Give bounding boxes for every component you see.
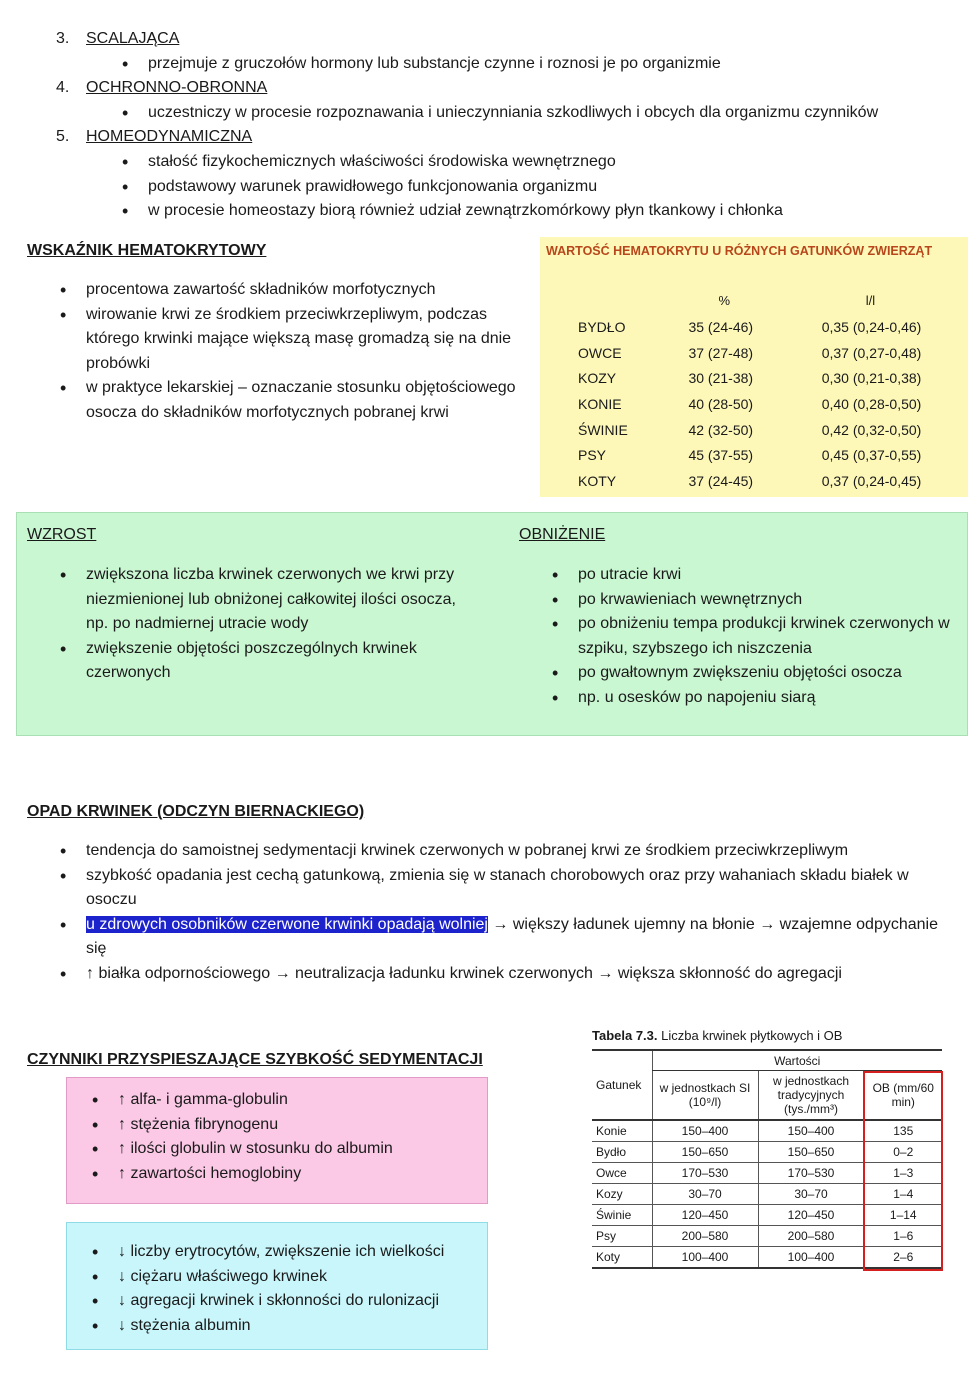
list-item: • tendencja do samoistnej sedymentacji krwinek czerwonych w pobranej krwi ze środkiem przeciwkrzepliwym	[56, 839, 961, 864]
item-title: SCALAJĄCA	[86, 30, 180, 47]
decrease-bullets	[548, 563, 958, 711]
table-row: PSY 45 (37-55) 0,45 (0,37-0,55)	[578, 447, 922, 464]
decelerating-list	[88, 1240, 478, 1338]
list-item: • ↓ ciężaru właściwego krwinek	[88, 1265, 478, 1290]
list-item: • zwiększenie objętości poszczególnych krwinek czerwonych	[56, 637, 476, 686]
list-item: • uczestniczy w procesie rozpoznawania i unieczynniania szkodliwych i obcych dla organizmu czynników	[118, 101, 956, 126]
hematocrit-heading: WSKAŹNIK HEMATOKRYTOWY	[27, 242, 267, 259]
list-item: • ↓ liczby erytrocytów, zwiększenie ich wielkości	[88, 1240, 478, 1265]
hematocrit-bullets	[56, 278, 521, 426]
factors-heading: CZYNNIKI PRZYSPIESZAJĄCE SZYBKOŚĆ SEDYMENTACJI	[27, 1051, 483, 1068]
ob-column-highlight	[863, 1071, 943, 1271]
table-row: Bydło 150–650 150–650 0–2	[592, 1142, 942, 1163]
list-item: • przejmuje z gruczołów hormony lub substancje czynne i roznosi je po organizmie	[118, 52, 956, 77]
list-item: • w praktyce lekarskiej – oznaczanie stosunku objętościowego osocza do składników morfotycznych pobranej krwi	[56, 376, 521, 425]
list-item: • ↓ stężenia albumin	[88, 1314, 478, 1339]
list-item: • procentowa zawartość składników morfotycznych	[56, 278, 521, 303]
group-header: Wartości	[652, 1050, 942, 1071]
hematocrit-table	[578, 286, 976, 494]
list-item: • np. u osesków po napojeniu siarą	[548, 686, 958, 711]
table-row: Owce 170–530 170–530 1–3	[592, 1163, 942, 1184]
list-item: • ↑ stężenia fibrynogenu	[88, 1113, 478, 1138]
list-item: • u zdrowych osobników czerwone krwinki opadają wolniej → większy ładunek ujemny na błonie → wzajemne odpychanie się	[56, 913, 961, 962]
table-row: KOTY 37 (24-45) 0,37 (0,24-0,45)	[578, 472, 922, 489]
list-item: • w procesie homeostazy biorą również udział zewnątrzkomórkowy płyn tkankowy i chłonka	[118, 199, 956, 224]
col-trad: w jednostkach tradycyjnych (tys./mm³)	[758, 1071, 864, 1121]
table-row: Psy 200–580 200–580 1–6	[592, 1226, 942, 1247]
list-item: • zwiększona liczba krwinek czerwonych we krwi przy niezmienionej lub obniżonej całkowitej ilości osocza, np. po nadmiernej utracie wody	[56, 563, 476, 637]
list-item: • ↓ agregacji krwinek i skłonności do rulonizacji	[88, 1289, 478, 1314]
col-species: Gatunek	[592, 1050, 652, 1120]
table-row: ŚWINIE 42 (32-50) 0,42 (0,32-0,50)	[578, 421, 922, 438]
table-row: Konie 150–400 150–400 135	[592, 1120, 942, 1142]
table-row: Kozy 30–70 30–70 1–4	[592, 1184, 942, 1205]
table-row: BYDŁO 35 (24-46) 0,35 (0,24-0,46)	[578, 318, 922, 335]
list-item: • po utracie krwi	[548, 563, 958, 588]
table-row: Koty 100–400 100–400 2–6	[592, 1247, 942, 1269]
list-item: • po obniżeniu tempa produkcji krwinek czerwonych w szpiku, szybszego ich niszczenia	[548, 612, 958, 661]
list-item: • stałość fizykochemicznych właściwości środowiska wewnętrznego	[118, 150, 956, 175]
list-item: • szybkość opadania jest cechą gatunkową, zmienia się w stanach chorobowych oraz przy wahaniach składu białek w osoczu	[56, 864, 961, 913]
item-title: OCHRONNO-OBRONNA	[86, 79, 268, 97]
list-item: • ↑ białka odpornościowego → neutralizacja ładunku krwinek czerwonych → większa skłonność do agregacji	[56, 962, 961, 987]
list-item-5: 5. HOMEODYNAMICZNA	[56, 128, 253, 146]
list-item: • podstawowy warunek prawidłowego funkcjonowania organizmu	[118, 175, 956, 200]
item-title: HOMEODYNAMICZNA	[86, 128, 253, 146]
sedimentation-bullets	[56, 839, 961, 987]
table-row: KONIE 40 (28-50) 0,40 (0,28-0,50)	[578, 395, 922, 412]
table-row: KOZY 30 (21-38) 0,30 (0,21-0,38)	[578, 370, 922, 387]
table-row: OWCE 37 (27-48) 0,37 (0,27-0,48)	[578, 344, 922, 361]
col-si: w jednostkach SI (10⁹/l)	[652, 1071, 758, 1121]
list-item: • ↑ ilości globulin w stosunku do albumin	[88, 1137, 478, 1162]
table73-title: Tabela 7.3. Liczba krwinek płytkowych i OB	[592, 1028, 843, 1043]
table-row: Świnie 120–450 120–450 1–14	[592, 1205, 942, 1226]
list-item: • ↑ zawartości hemoglobiny	[88, 1162, 478, 1187]
highlighted-text: u zdrowych osobników czerwone krwinki opadają wolniej	[86, 915, 488, 933]
list-item: • wirowanie krwi ze środkiem przeciwkrzepliwym, podczas którego krwinki mające większą masę gromadzą się na dnie probówki	[56, 303, 521, 377]
sedimentation-heading: OPAD KRWINEK (ODCZYN BIERNACKIEGO)	[27, 803, 365, 820]
list-item-4: 4. OCHRONNO-OBRONNA	[56, 79, 268, 97]
list-item: • po krwawieniach wewnętrznych	[548, 588, 958, 613]
numbered-list	[56, 27, 956, 224]
hematocrit-table-title: WARTOŚĆ HEMATOKRYTU U RÓŻNYCH GATUNKÓW ZWIERZĄT	[546, 244, 933, 258]
list-item-3: 3. SCALAJĄCA	[56, 30, 180, 47]
decrease-heading: OBNIŻENIE	[519, 526, 606, 543]
col-ll: l/l	[865, 292, 876, 308]
increase-bullets	[56, 563, 476, 686]
col-ob: OB (mm/60 min)	[864, 1071, 942, 1121]
list-item: • po gwałtownym zwiększeniu objętości osocza	[548, 661, 958, 686]
accelerating-list	[88, 1088, 478, 1186]
col-percent: %	[718, 292, 731, 308]
increase-heading: WZROST	[27, 526, 97, 543]
list-item: • ↑ alfa- i gamma-globulin	[88, 1088, 478, 1113]
